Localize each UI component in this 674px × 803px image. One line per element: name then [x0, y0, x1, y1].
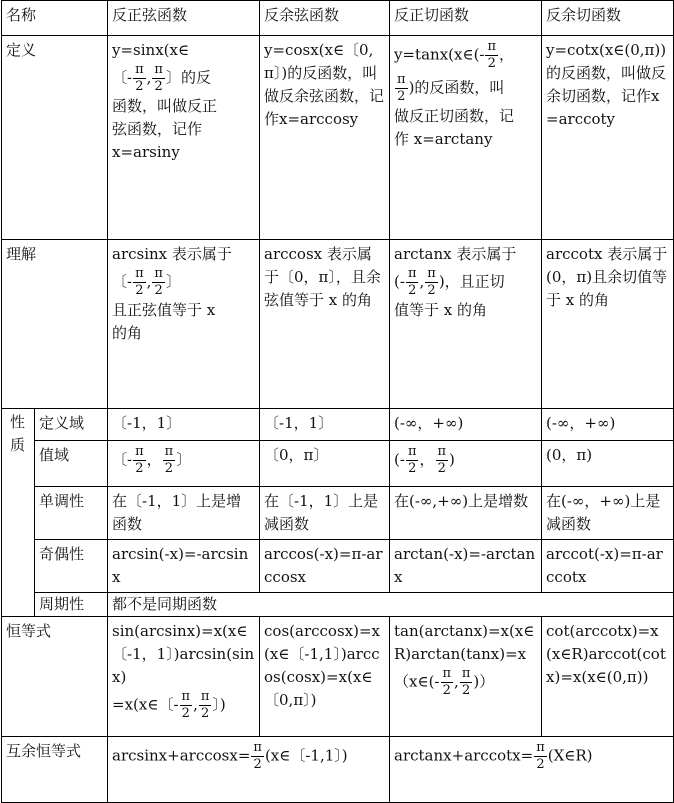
definition-arccot: y=cotx(x∈(0,π))的反函数，叫做反余切函数，记作x=arccoty: [542, 36, 674, 240]
parity-arcsin: arcsin(-x)=-arcsinx: [108, 540, 260, 593]
def-arcsin-text-3: 〕的反: [165, 68, 211, 87]
pi-over-2: $\frac{\pi}{2}$: [397, 72, 406, 104]
range-arctan: (- $\frac{\pi}{2}$ ， $\frac{\pi}{2}$ ): [390, 441, 542, 487]
pi-over-2: $\frac{\pi}{2}$: [442, 666, 452, 698]
def-arctan-text-2: )的反函数，叫: [408, 78, 505, 97]
def-arcsin-text-6: x=arsiny: [112, 143, 180, 161]
range-arcsin: 〔- $\frac{\pi}{2}$ ， $\frac{\pi}{2}$ 〕: [108, 441, 260, 487]
domain-arccot: (-∞，+∞): [542, 409, 674, 441]
identities-arctan: tan(arctanx)=x(x∈R)arctan(tanx)=x （x∈(- $\frac{\pi}{2}$ , $\frac{\pi}{2}$ )）: [390, 617, 542, 737]
pi-over-2: $\frac{\pi}{2}$: [154, 62, 163, 94]
property-domain-row: [2, 409, 674, 441]
pi-over-2: $\frac{\pi}{2}$: [253, 740, 262, 772]
pi-over-2: $\frac{\pi}{2}$: [181, 689, 191, 721]
pi-over-2: $\frac{\pi}{2}$: [427, 266, 436, 298]
definition-row: [2, 36, 674, 240]
understanding-arccot: arccotx 表示属于(0，π)且余切值等于 x 的角: [542, 240, 674, 409]
complementary-arcsin-arccos: arcsinx+arccosx= $\frac{\pi}{2}$ (x∈〔-1,1〕): [108, 737, 390, 803]
complementary-row: [2, 737, 674, 803]
pi-over-2: $\frac{\pi}{2}$: [135, 62, 144, 94]
property-mono-row: [2, 487, 674, 540]
pi-over-2: $\frac{\pi}{2}$: [135, 266, 144, 298]
pi-over-2: $\frac{\pi}{2}$: [487, 39, 497, 71]
identities-label: 恒等式: [2, 617, 108, 737]
period-text: 都不是同期函数: [108, 593, 674, 617]
def-arcsin-text-5: 弦函数，记作: [112, 120, 203, 138]
inverse-trig-table: [1, 0, 674, 803]
header-name: 名称: [2, 1, 108, 36]
property-parity-row: [2, 540, 674, 593]
domain-arctan: (-∞，+∞): [390, 409, 542, 441]
pi-over-2: $\frac{\pi}{2}$: [407, 266, 417, 298]
pi-over-2: $\frac{\pi}{2}$: [461, 666, 471, 698]
identities-row: [2, 617, 674, 737]
def-arctan-text-4: 作 x=arctany: [394, 130, 493, 148]
range-label: 值域: [35, 441, 108, 487]
period-label: 周期性: [35, 593, 108, 617]
header-row: [2, 1, 674, 36]
pi-over-2: $\frac{\pi}{2}$: [536, 740, 545, 772]
header-arccot: 反余切函数: [542, 1, 674, 36]
def-arcsin-text-4: 函数，叫做反正: [112, 97, 218, 115]
range-arccot: (0，π): [542, 441, 674, 487]
mono-arcsin: 在〔-1，1〕上是增函数: [108, 487, 260, 540]
parity-label: 奇偶性: [35, 540, 108, 593]
understanding-label: 理解: [2, 240, 108, 409]
definition-arccos: y=cosx(x∈〔0,π〕)的反函数，叫做反余弦函数，记作x=arccosy: [260, 36, 390, 240]
pi-over-2: $\frac{\pi}{2}$: [437, 444, 447, 476]
pi-over-2: $\frac{\pi}{2}$: [407, 444, 417, 476]
pi-over-2: $\frac{\pi}{2}$: [200, 689, 210, 721]
complementary-arctan-arccot: arctanx+arccotx= $\frac{\pi}{2}$ (X∈R): [390, 737, 674, 803]
understanding-arcsin: arcsinx 表示属于 〔- $\frac{\pi}{2}$ , $\frac{\pi}{2}$ 〕 且正弦值等于 x 的角: [108, 240, 260, 409]
header-arctan: 反正切函数: [390, 1, 542, 36]
parity-arctan: arctan(-x)=-arctanx: [390, 540, 542, 593]
property-range-row: [2, 441, 674, 487]
mono-arccos: 在〔-1，1〕上是减函数: [260, 487, 390, 540]
complementary-label: 互余恒等式: [2, 737, 108, 803]
mono-arccot: 在(-∞，+∞)上是减函数: [542, 487, 674, 540]
identities-arccos: cos(arccosx)=x(x∈〔-1,1〕)arccos(cosx)=x(x∈〔0,π〕): [260, 617, 390, 737]
identities-arcsin: sin(arcsinx)=x(x∈〔-1，1〕)arcsin(sinx) =x(x∈〔- $\frac{\pi}{2}$ , $\frac{\pi}{2}$ 〕): [108, 617, 260, 737]
pi-over-2: $\frac{\pi}{2}$: [154, 266, 163, 298]
mono-label: 单调性: [35, 487, 108, 540]
domain-label: 定义域: [35, 409, 108, 441]
def-arcsin-text-2: 〔-: [112, 68, 133, 87]
def-arctan-text-3: 做反正切函数，记: [394, 107, 515, 125]
parity-arccos: arccos(-x)=π-arccosx: [260, 540, 390, 593]
header-arcsin: 反正弦函数: [108, 1, 260, 36]
pi-over-2: $\frac{\pi}{2}$: [135, 444, 144, 476]
definition-arctan: y=tanx(x∈(- $\frac{\pi}{2}$ ， $\frac{\pi}{2}$ )的反函数，叫 做反正切函数，记 作 x=arctany: [390, 36, 542, 240]
property-period-row: [2, 593, 674, 617]
properties-label: 性质: [2, 409, 35, 617]
definition-label: 定义: [2, 36, 108, 240]
header-arccos: 反余弦函数: [260, 1, 390, 36]
parity-arccot: arccot(-x)=π-arccotx: [542, 540, 674, 593]
understanding-row: [2, 240, 674, 409]
domain-arcsin: 〔-1，1〕: [108, 409, 260, 441]
identities-arccot: cot(arccotx)=x(x∈R)arccot(cotx)=x(x∈(0,π)): [542, 617, 674, 737]
mono-arctan: 在(-∞,+∞)上是增数: [390, 487, 542, 540]
pi-over-2: $\frac{\pi}{2}$: [164, 444, 174, 476]
understanding-arccos: arccosx 表示属于〔0，π〕，且余弦值等于 x 的角: [260, 240, 390, 409]
domain-arccos: 〔-1，1〕: [260, 409, 390, 441]
understanding-arctan: arctanx 表示属于 (- $\frac{\pi}{2}$ , $\frac{\pi}{2}$ )，且正切 值等于 x 的角: [390, 240, 542, 409]
def-arcsin-text-1: y=sinx(x∈: [112, 41, 190, 59]
range-arccos: 〔0，π〕: [260, 441, 390, 487]
def-arctan-text-1: y=tanx(x∈(-: [394, 45, 485, 64]
definition-arcsin: y=sinx(x∈ 〔- $\frac{\pi}{2}$ , $\frac{\pi}{2}$ 〕的反 函数，叫做反正 弦函数，记作 x=arsiny: [108, 36, 260, 240]
